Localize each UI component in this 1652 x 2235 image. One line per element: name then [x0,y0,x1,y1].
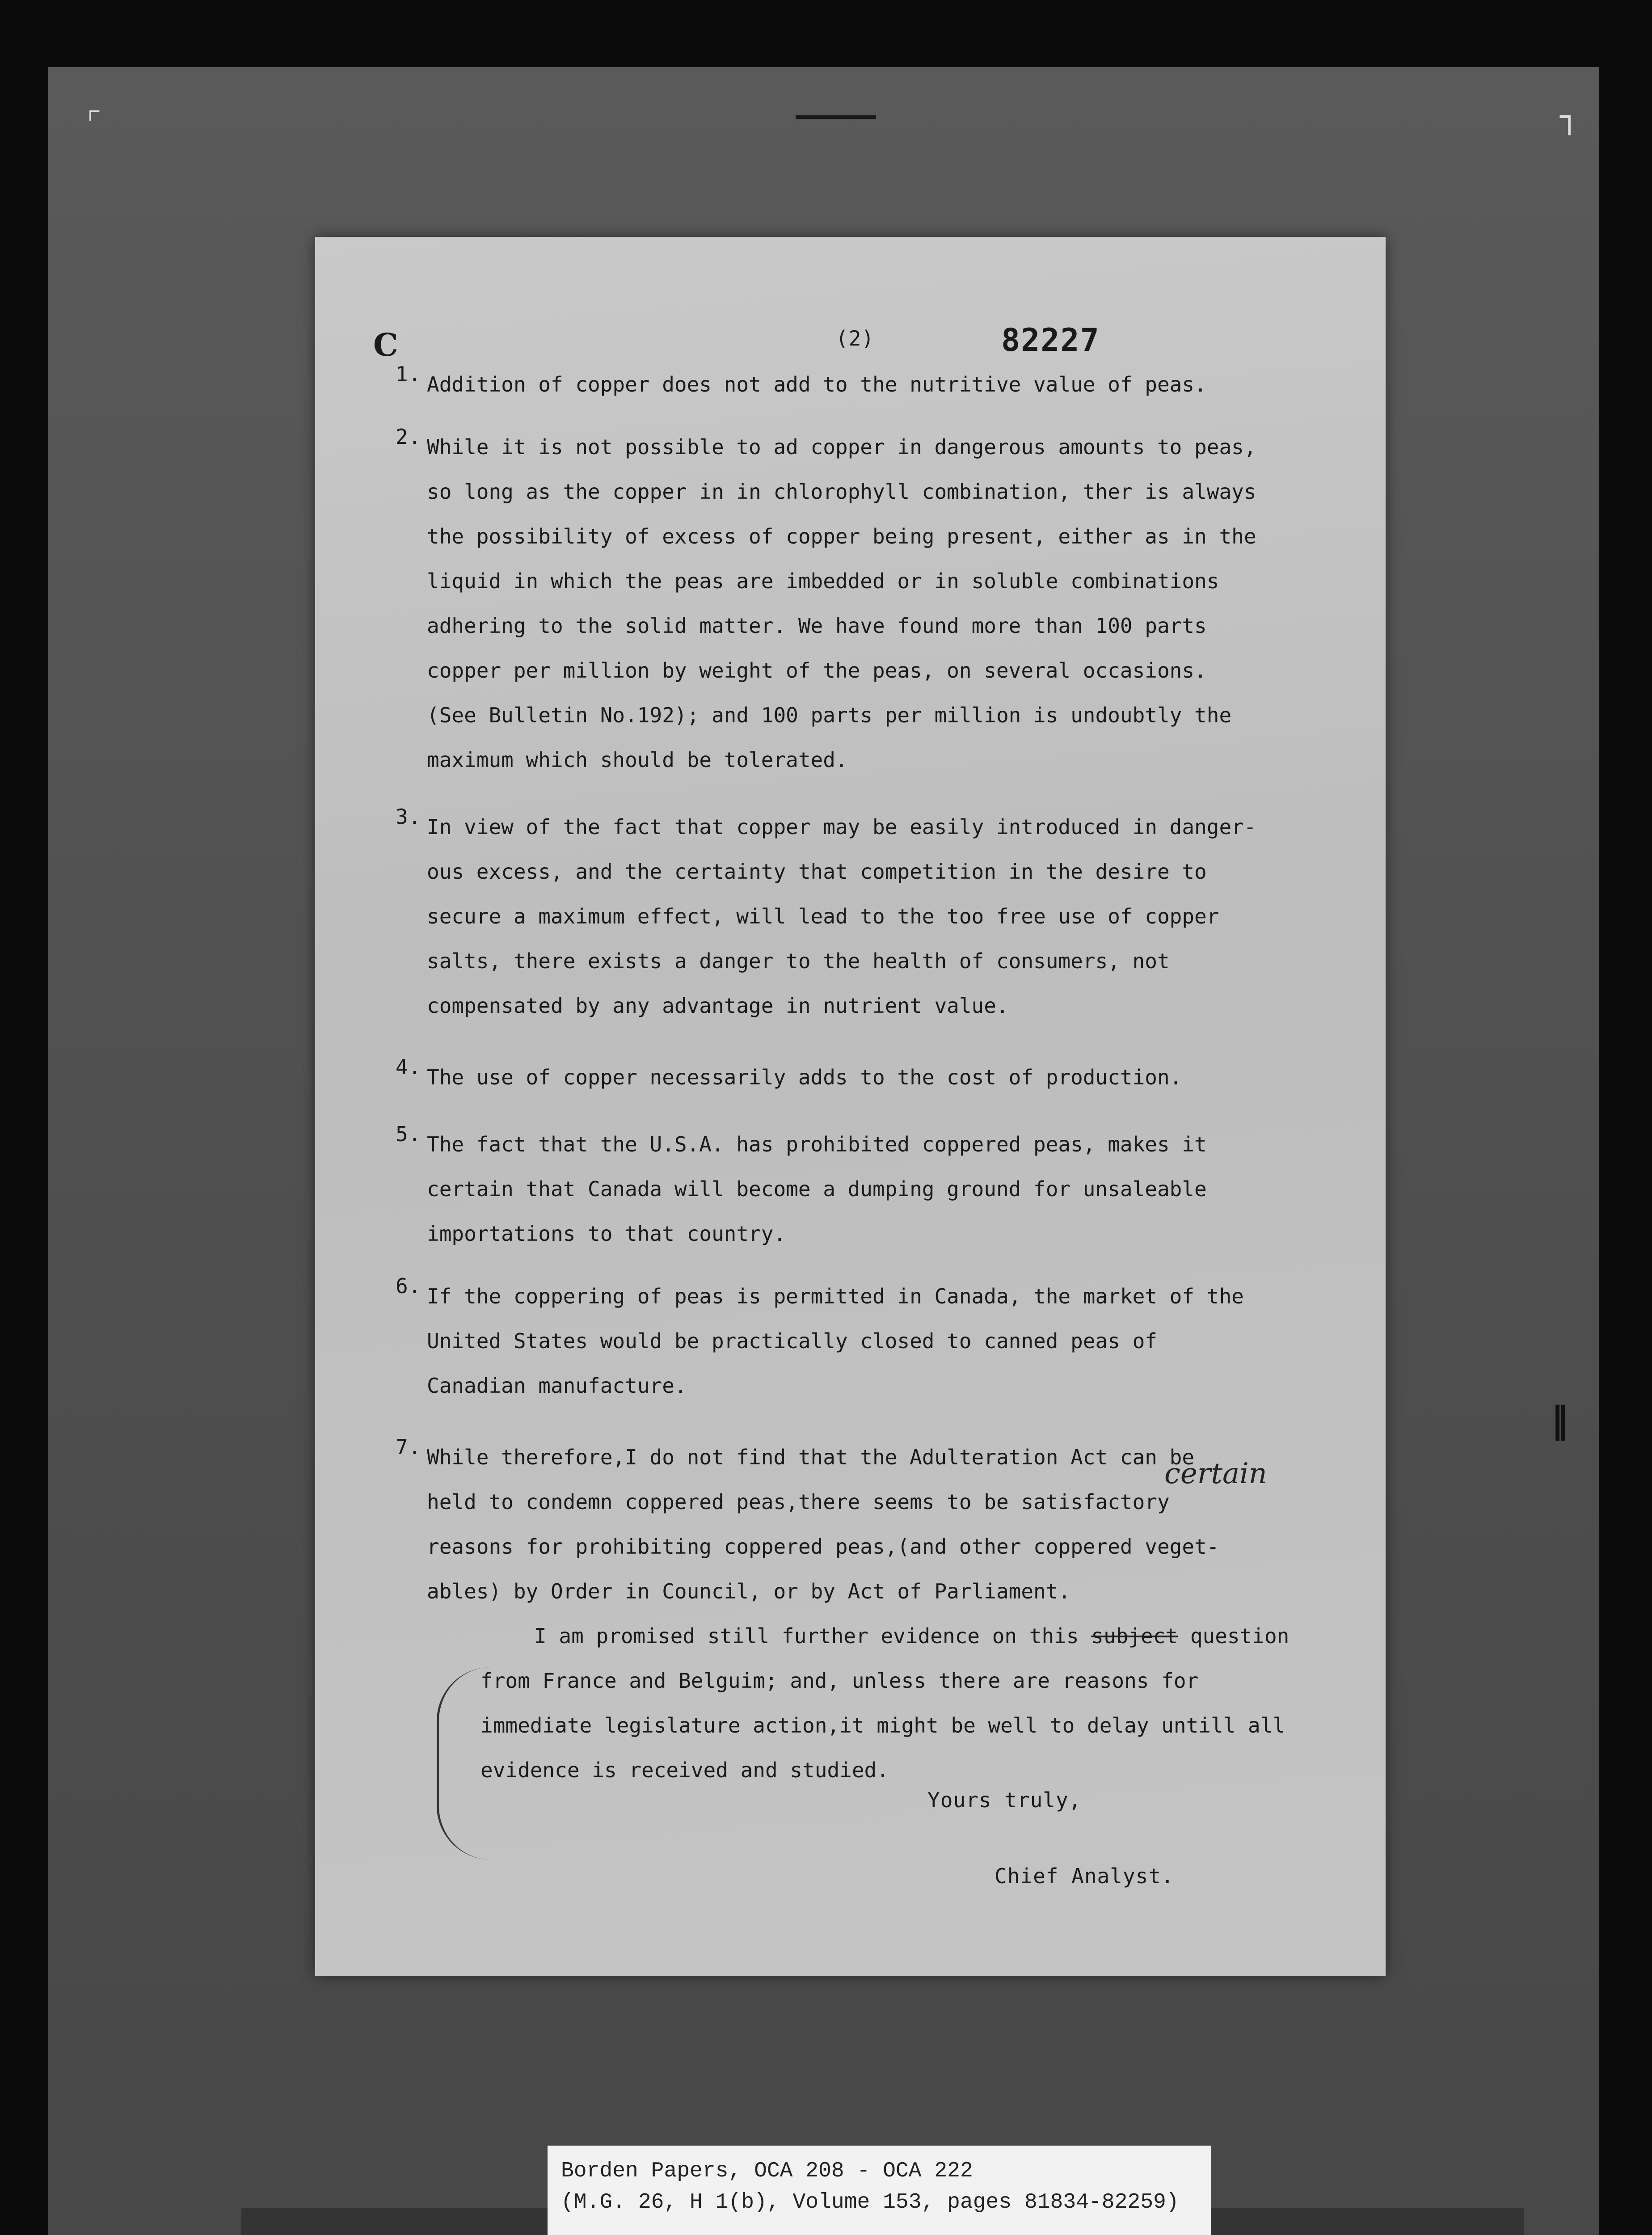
letter-page [315,237,1386,1976]
struck-word: subject [1091,1624,1178,1648]
closing: Yours truly, [927,1788,1082,1812]
item-line: certain that Canada will become a dumping ground for unsaleable [427,1177,1207,1201]
corner-mark-top-left: ⌜ [85,103,104,139]
paragraph-line: evidence is received and studied. [480,1758,889,1782]
list-item-4 [396,1055,1182,1100]
item-line: The fact that the U.S.A. has prohibited coppered peas, makes it [427,1132,1207,1156]
item-line: If the coppering of peas is permitted in Canada, the market of the [427,1284,1244,1308]
signature-title: Chief Analyst. [995,1864,1174,1888]
item-number: 4. [396,1055,421,1079]
item-line: copper per million by weight of the peas, on several occasions. [427,658,1207,683]
list-item-6 [396,1274,1244,1408]
item-line: Canadian manufacture. [427,1374,687,1398]
item-number: 7. [396,1435,421,1459]
item-line: ables) by Order in Council, or by Act of Parliament. [427,1579,1071,1603]
list-item-7 [396,1435,1219,1614]
list-item-2 [396,425,1256,782]
item-line: ous excess, and the certainty that competition in the desire to [427,860,1207,884]
item-line: Addition of copper does not add to the nutritive value of peas. [427,372,1207,396]
list-item-3 [396,805,1256,1028]
item-line: so long as the copper in in chlorophyll combination, ther is always [427,480,1256,504]
item-number: 3. [396,805,421,829]
item-number: 5. [396,1122,421,1146]
document-number: 82227 [1001,322,1100,358]
item-line: liquid in which the peas are imbedded or in soluble combinations [427,569,1219,593]
list-item-1 [396,362,1207,407]
corner-mark-top-right: ┐ [1560,98,1579,135]
item-line: In view of the fact that copper may be easily introduced in danger- [427,815,1256,839]
page-number: (2) [836,326,875,350]
reference-line-1: Borden Papers, OCA 208 - OCA 222 [561,2159,973,2183]
stamp-mark: C [373,326,399,363]
item-number: 1. [396,362,421,386]
item-line: the possibility of excess of copper being present, either as in the [427,524,1256,548]
item-line: adhering to the solid matter. We have found more than 100 parts [427,614,1207,638]
item-line: salts, there exists a danger to the health of consumers, not [427,949,1170,973]
top-rule [796,115,876,119]
handwritten-insert: certain [1164,1457,1267,1490]
item-line: secure a maximum effect, will lead to the too free use of copper [427,904,1219,928]
paragraph-line: from France and Belguim; and, unless there are reasons for [480,1669,1199,1693]
item-line: held to condemn coppered peas,there seems to be satisfactory [427,1490,1170,1514]
item-number: 6. [396,1274,421,1298]
item-line: compensated by any advantage in nutrient value. [427,994,1009,1018]
item-line: The use of copper necessarily adds to the cost of production. [427,1065,1182,1089]
item-line: reasons for prohibiting coppered peas,(and other coppered veget- [427,1535,1219,1559]
item-line: importations to that country. [427,1222,786,1246]
side-mark: ‖ [1551,1399,1573,1441]
item-line: While it is not possible to ad copper in dangerous amounts to peas, [427,435,1256,459]
item-line: maximum which should be tolerated. [427,748,848,772]
closing-paragraph [480,1614,1289,1792]
item-line: United States would be practically closed to canned peas of [427,1329,1157,1353]
item-number: 2. [396,425,421,449]
reference-label [548,2146,1211,2235]
reference-line-2: (M.G. 26, H 1(b), Volume 153, pages 81834-82259) [561,2190,1179,2214]
item-line: (See Bulletin No.192); and 100 parts per million is undoubtly the [427,703,1232,727]
paragraph-line: immediate legislature action,it might be well to delay untill all [480,1713,1285,1737]
paragraph-line: I am promised still further evidence on this subject question [534,1624,1290,1648]
list-item-5 [396,1122,1207,1256]
item-line: While therefore,I do not find that the Adulteration Act can be [427,1445,1195,1469]
